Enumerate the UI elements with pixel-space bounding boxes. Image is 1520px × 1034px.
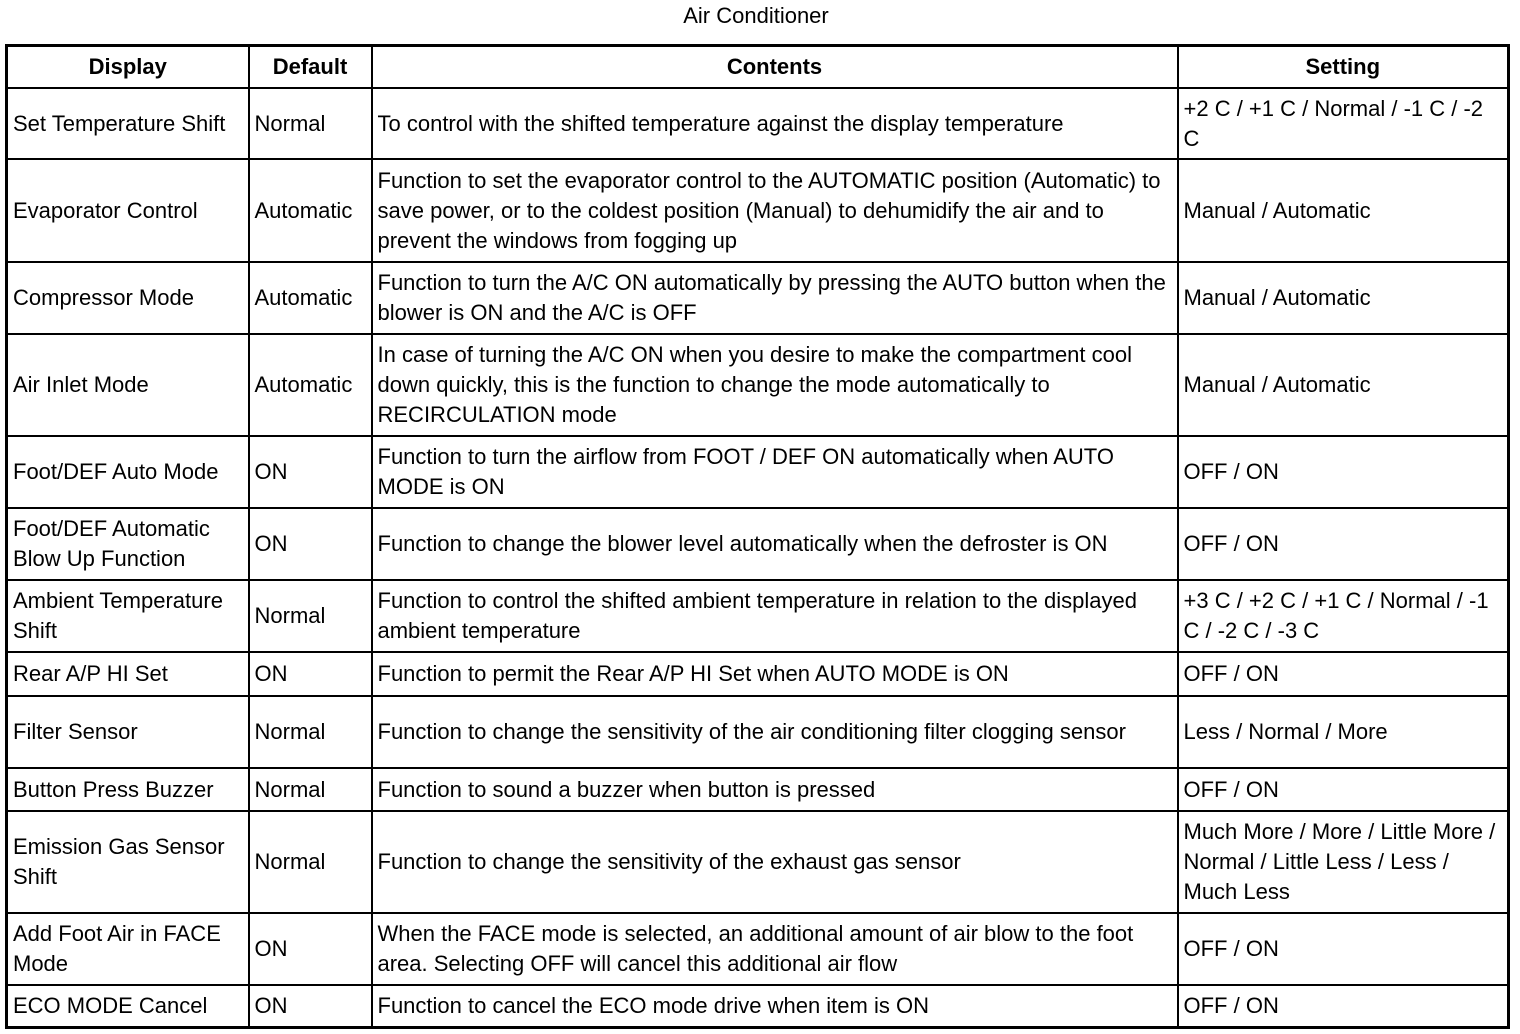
table-row [7,436,1509,508]
cell-contents: Function to set the evaporator control to the AUTOMATIC position (Automatic) to save power, or to the coldest position (Manual) to dehumidify the air and to prevent the windows from fogging up [372,159,1178,262]
page-title: Air Conditioner [683,3,829,28]
cell-display: Ambient Temperature Shift [7,580,249,652]
cell-contents: In case of turning the A/C ON when you desire to make the compartment cool down quickly, this is the function to change the mode automatically to RECIRCULATION mode [372,334,1178,436]
table-row [7,334,1509,436]
cell-setting: OFF / ON [1178,768,1509,811]
cell-default: ON [249,508,372,580]
table-row [7,985,1509,1027]
cell-contents: Function to change the sensitivity of the air conditioning filter clogging sensor [372,696,1178,768]
table-row [7,652,1509,696]
table-row [7,159,1509,262]
cell-setting: Much More / More / Little More / Normal / Little Less / Less / Much Less [1178,811,1509,913]
cell-default: Normal [249,580,372,652]
cell-setting: OFF / ON [1178,985,1509,1027]
cell-default: Automatic [249,159,372,262]
table-row [7,768,1509,811]
cell-display: Button Press Buzzer [7,768,249,811]
cell-contents: Function to permit the Rear A/P HI Set when AUTO MODE is ON [372,652,1178,696]
cell-default: Normal [249,88,372,159]
table-row [7,508,1509,580]
cell-contents: Function to cancel the ECO mode drive when item is ON [372,985,1178,1027]
settings-table [5,44,1510,1029]
cell-display: Compressor Mode [7,262,249,334]
cell-display: Air Inlet Mode [7,334,249,436]
header-default: Default [249,46,372,89]
cell-default: ON [249,652,372,696]
table-row [7,580,1509,652]
table-row [7,262,1509,334]
cell-default: Normal [249,696,372,768]
cell-default: Normal [249,768,372,811]
header-setting: Setting [1178,46,1509,89]
cell-default: ON [249,913,372,985]
cell-contents: Function to turn the airflow from FOOT / DEF ON automatically when AUTO MODE is ON [372,436,1178,508]
cell-default: ON [249,985,372,1027]
cell-setting: OFF / ON [1178,436,1509,508]
header-display: Display [7,46,249,89]
cell-display: Add Foot Air in FACE Mode [7,913,249,985]
cell-default: Automatic [249,334,372,436]
cell-display: Set Temperature Shift [7,88,249,159]
table-row [7,696,1509,768]
cell-display: Emission Gas Sensor Shift [7,811,249,913]
cell-contents: To control with the shifted temperature against the display temperature [372,88,1178,159]
cell-setting: Manual / Automatic [1178,159,1509,262]
cell-contents: Function to change the blower level automatically when the defroster is ON [372,508,1178,580]
cell-display: Foot/DEF Auto Mode [7,436,249,508]
cell-display: Evaporator Control [7,159,249,262]
cell-display: ECO MODE Cancel [7,985,249,1027]
cell-setting: Less / Normal / More [1178,696,1509,768]
cell-contents: Function to sound a buzzer when button is pressed [372,768,1178,811]
cell-contents: Function to turn the A/C ON automatically by pressing the AUTO button when the blower is ON and the A/C is OFF [372,262,1178,334]
cell-setting: OFF / ON [1178,913,1509,985]
cell-setting: Manual / Automatic [1178,334,1509,436]
header-contents: Contents [372,46,1178,89]
cell-default: Normal [249,811,372,913]
table-row [7,88,1509,159]
cell-setting: OFF / ON [1178,508,1509,580]
cell-contents: Function to change the sensitivity of the exhaust gas sensor [372,811,1178,913]
cell-display: Filter Sensor [7,696,249,768]
cell-default: Automatic [249,262,372,334]
cell-contents: When the FACE mode is selected, an additional amount of air blow to the foot area. Selecting OFF will cancel this additional air flow [372,913,1178,985]
cell-contents: Function to control the shifted ambient temperature in relation to the displayed ambient temperature [372,580,1178,652]
cell-setting: +3 C / +2 C / +1 C / Normal / -1 C / -2 C / -3 C [1178,580,1509,652]
table-row [7,913,1509,985]
table-row [7,811,1509,913]
cell-default: ON [249,436,372,508]
cell-setting: +2 C / +1 C / Normal / -1 C / -2 C [1178,88,1509,159]
cell-display: Rear A/P HI Set [7,652,249,696]
cell-display: Foot/DEF Automatic Blow Up Function [7,508,249,580]
cell-setting: OFF / ON [1178,652,1509,696]
cell-setting: Manual / Automatic [1178,262,1509,334]
table-header-row [7,46,1509,89]
